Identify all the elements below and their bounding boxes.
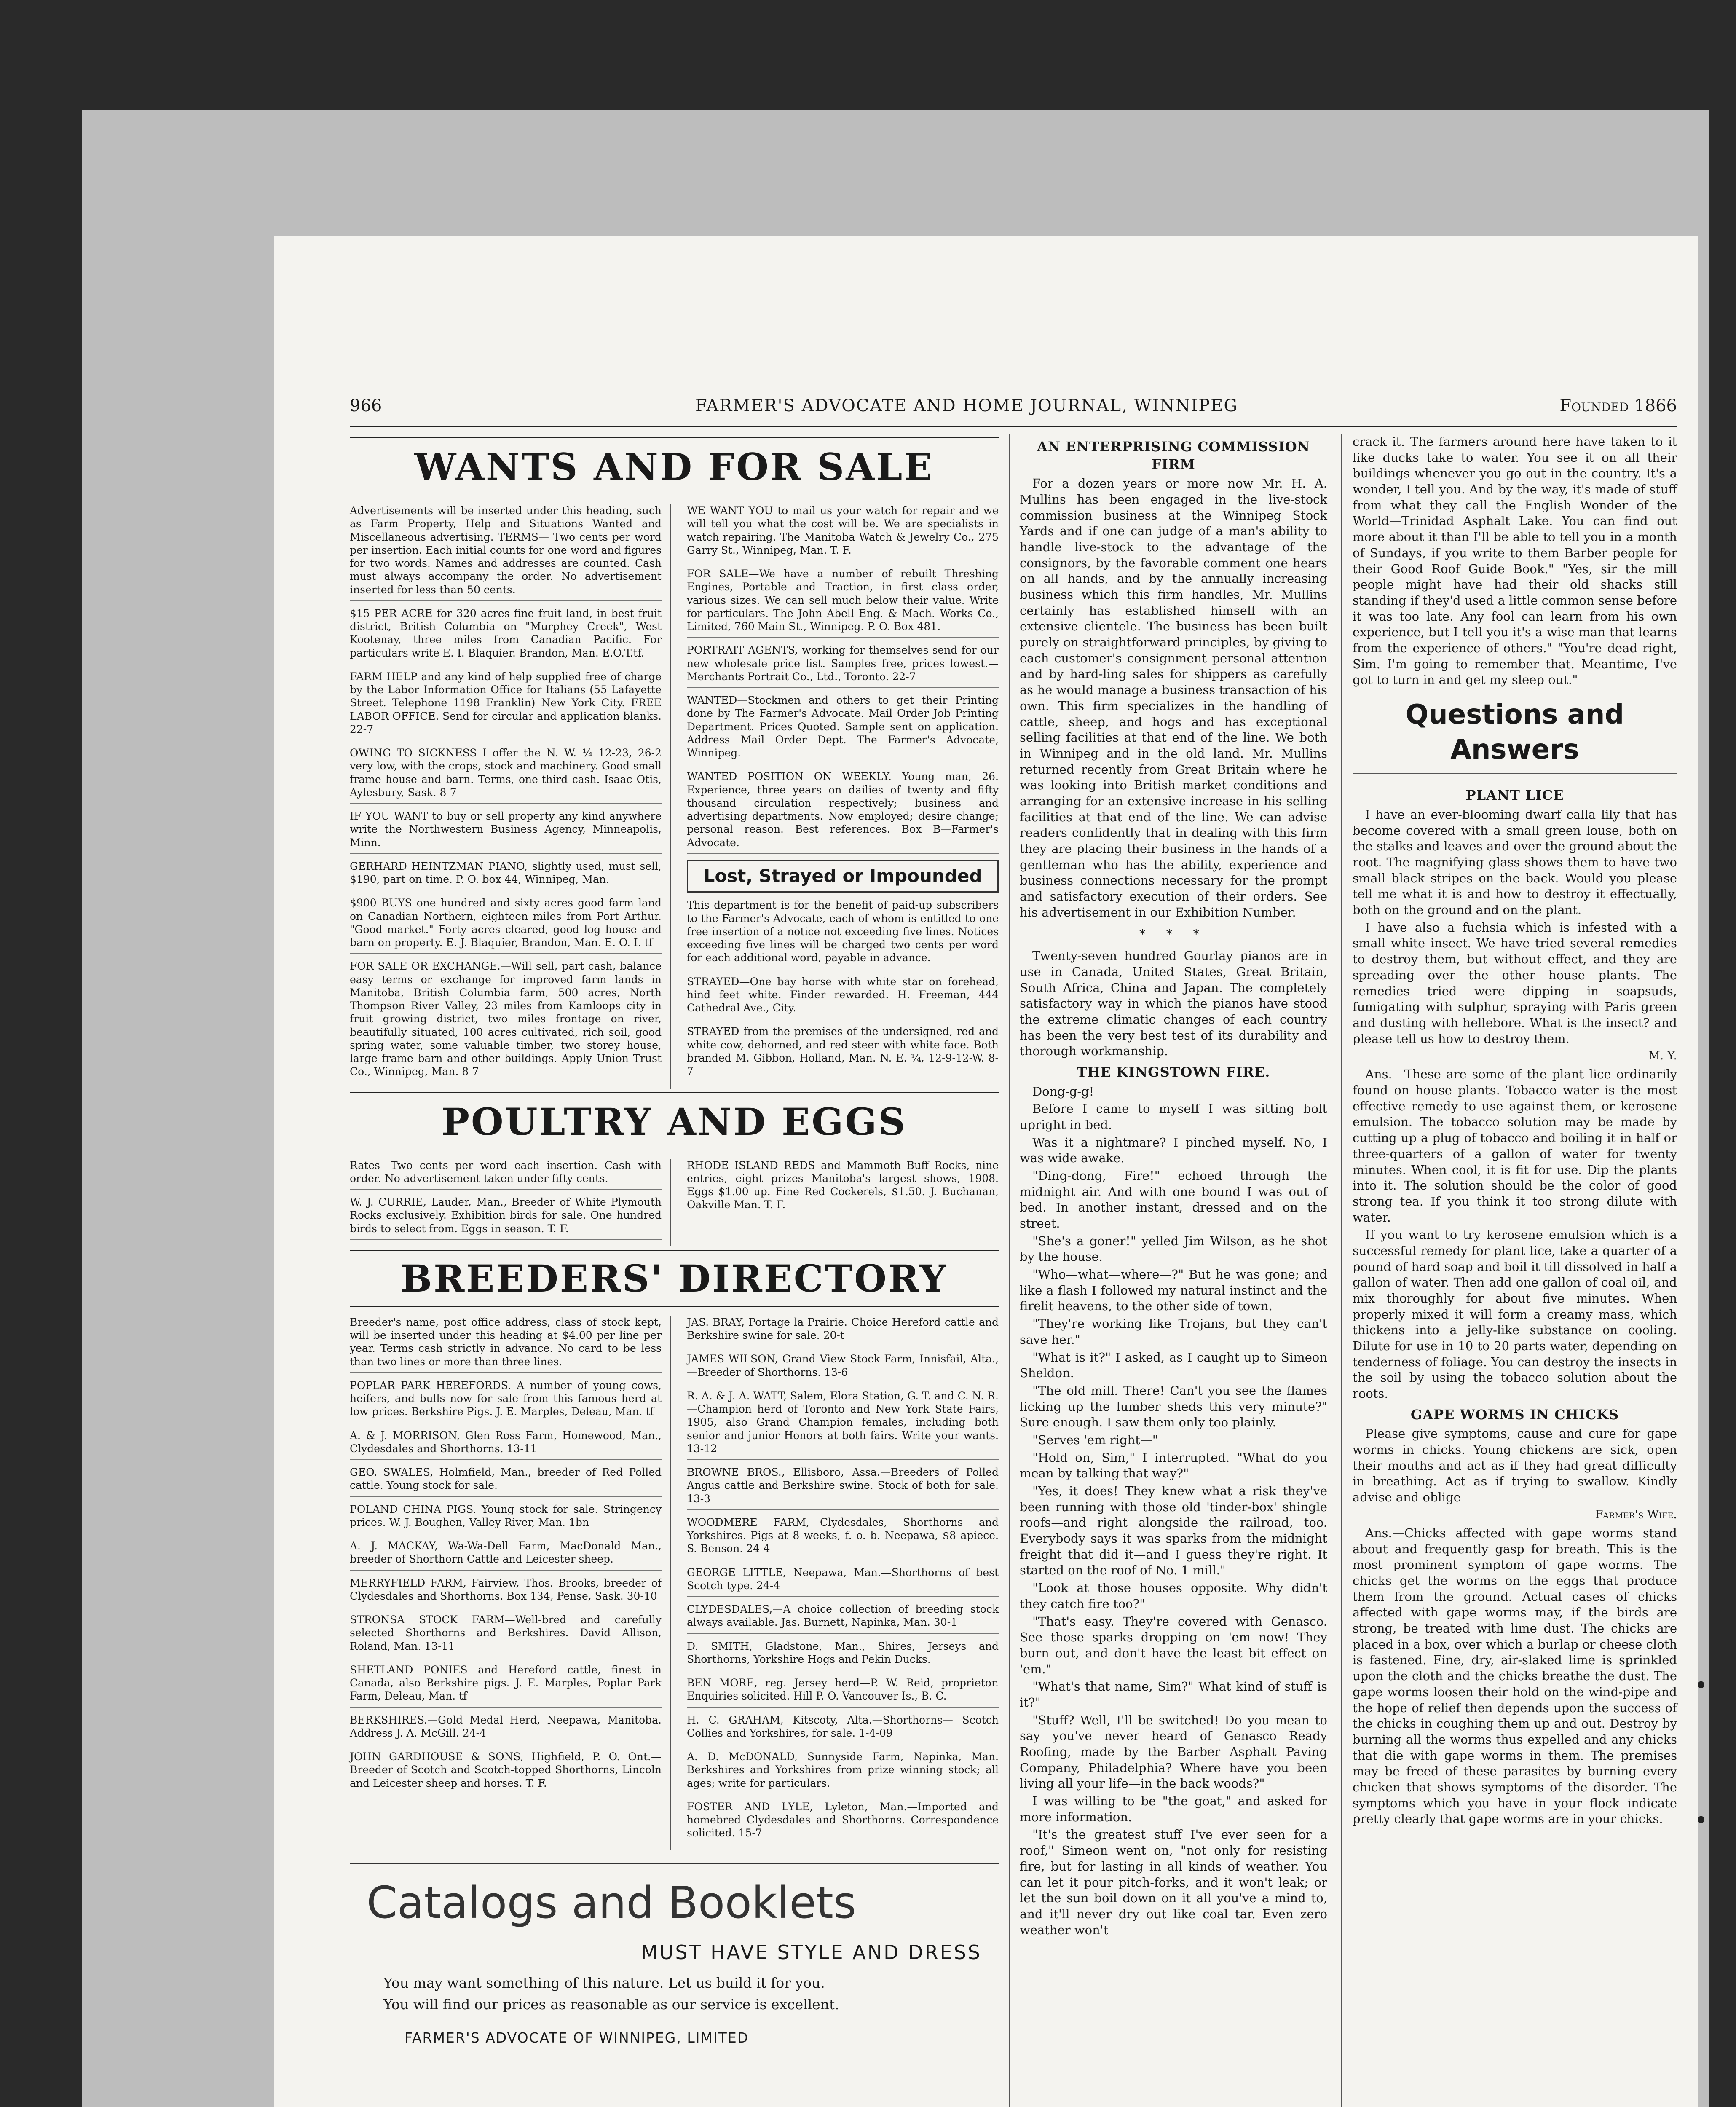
- answer-text: If you want to try kerosene emulsion which is a successful remedy for plant lice, take a quarter of a pound of hard soap and boil it till dissolved in half a gallon of water. Then add one gallon of coal oil, and mix thoroughly for about five minutes. When properly mixed it will form a creamy mass, which thickens into a jelly-like substance on cooling. Dilute for use in 10 to 20 parts water, depending on tenderness of foliage. You can destroy the insects in the soil by using the tobacco solution about the roots.: [1353, 1228, 1677, 1401]
- article-paragraph: Was it a nightmare? I pinched myself. No, I was wide awake.: [1020, 1135, 1327, 1166]
- article-paragraph: "Hold on, Sim," I interrupted. "What do you mean by talking that way?": [1020, 1450, 1327, 1481]
- ad-item: A. J. MACKAY, Wa-Wa-Dell Farm, MacDonald Man., breeder of Shorthorn Cattle and Leicester sheep.: [350, 1539, 662, 1571]
- ad-item: BROWNE BROS., Ellisboro, Assa.—Breeders of Polled Angus cattle and Berkshire swine. Stock of both for sale. 13-3: [687, 1466, 999, 1510]
- catalog-footer: FARMER'S ADVOCATE OF WINNIPEG, LIMITED: [405, 2029, 749, 2046]
- ad-item: BEN MORE, reg. Jersey herd—P. W. Reid, proprietor. Enquiries solicited. Hill P. O. Vancouver Is., B. C.: [687, 1676, 999, 1708]
- ad-item: WANTED POSITION ON WEEKLY.—Young man, 26. Experience, three years on dailies of twenty and fifty thousand circulation respectively; business and advertising departments. Now employed; desire change; personal reason. Best references. Box B—Farmer's Advocate.: [687, 770, 999, 854]
- article-paragraph: "Who—what—where—?" But he was gone; and like a flash I followed my natural instinct and the firelit heavens, to the other side of town.: [1020, 1267, 1327, 1314]
- catalog-title: Catalogs and Booklets: [367, 1876, 857, 1928]
- ad-item: SHETLAND PONIES and Hereford cattle, finest in Canada, also Berkshire pigs. J. E. Marples, Poplar Park Farm, Deleau, Man. tf: [350, 1663, 662, 1708]
- poultry-left: [350, 1159, 671, 1246]
- ad-item: $900 BUYS one hundred and sixty acres good farm land on Canadian Northern, eighteen miles from Port Arthur. "Good market." Forty acres cleared, good log house and barn on property. E. J. Blaquier, Brandon, Man. E. O. I. tf: [350, 896, 662, 954]
- breeders-banner: [350, 1249, 999, 1308]
- breeders-left: [350, 1316, 671, 1850]
- ad-item: WANTED—Stockmen and others to get their Printing done by The Farmer's Advocate. Mail Order Job Printing Department. Prices Quoted. Sample sent on application. Address Mail Order Dept. The Farmer's Advocate, Winnipeg.: [687, 694, 999, 764]
- ad-item: WE WANT YOU to mail us your watch for repair and we will tell you what the cost will be. We are specialists in watch repairing. The Manitoba Watch & Jewelry Co., 275 Garry St., Winnipeg, Man. T. F.: [687, 504, 999, 561]
- ad-item: BERKSHIRES.—Gold Medal Herd, Neepawa, Manitoba. Address J. A. McGill. 24-4: [350, 1713, 662, 1745]
- answer-text: Ans.—Chicks affected with gape worms stand about and frequently gasp for breath. This is the most prominent symptom of gape worms. The chicks get the worms on the eggs that produce them from the ground. Actual cases of chicks affected with gape worms may, if the birds are strong, be treated with lime dust. The chicks are placed in a box, over which a burlap or cheese cloth is fastened. Fine, dry, air-slaked lime is sprinkled upon the cloth and the chicks breathe the dust. The gape worms loosen their hold on the wind-pipe and the hope of relief then depends upon the success of the chicks in coughing them up and out. Destroy by burning all the worms thus expelled and any chicks that die with gape worms in them. The premises may be freed of these parasites by burning every chicken that shows symptoms of the disorder. The symptoms which you have in your flock indicate pretty clearly that gape worms are in your chicks.: [1353, 1525, 1677, 1826]
- margin-mark: [1698, 1816, 1704, 1823]
- article-paragraph: "Serves 'em right—": [1032, 1432, 1158, 1447]
- ad-item: FOR SALE OR EXCHANGE.—Will sell, part cash, balance easy terms or exchange for improved farm lands in Manitoba, British Columbia farm, 500 acres, North Thompson River Valley, 23 miles from Kamloops city in fruit growing district, two miles frontage on river, beautifully situated, 100 acres cultivated, rich soil, good spring water, some valuable timber, two storey house, large frame barn and other buildings. Apply Union Trust Co., Winnipeg, Man. 8-7: [350, 960, 662, 1083]
- ad-item: W. J. CURRIE, Lauder, Man., Breeder of White Plymouth Rocks exclusively. Exhibition birds for sale. One hundred birds to select from. Eggs in season. T. F.: [350, 1196, 662, 1240]
- article-paragraph: "The old mill. There! Can't you see the flames licking up the lumber sheds this very minute?" Sure enough. I saw them only too plainly.: [1020, 1383, 1327, 1430]
- section-stars: * * *: [1139, 927, 1208, 941]
- ad-item: This department is for the benefit of paid-up subscribers to the Farmer's Advocate, each of whom is entitled to one free insertion of a notice not exceeding five lines. Notices exceeding five lines will be charged two cents per word for each additional word, payable in advance.: [687, 898, 999, 969]
- ad-item: D. SMITH, Gladstone, Man., Shires, Jerseys and Shorthorns, Yorkshire Hogs and Pekin Ducks.: [687, 1640, 999, 1671]
- ad-item: GERHARD HEINTZMAN PIANO, slightly used, must sell, $190, part on time. P. O. box 44, Winnipeg, Man.: [350, 860, 662, 891]
- wants-section: [350, 504, 999, 1089]
- catalog-line: You will find our prices as reasonable as our service is excellent.: [383, 1996, 839, 2013]
- wants-title: WANTS AND FOR SALE: [414, 445, 934, 489]
- wants-right: [687, 504, 999, 1089]
- poultry-banner: [350, 1092, 999, 1151]
- ad-item: STRAYED—One bay horse with white star on forehead, hind feet white. Finder rewarded. H. Freeman, 444 Cathedral Ave., City.: [687, 975, 999, 1019]
- ad-item: H. C. GRAHAM, Kitscoty, Alta.—Shorthorns— Scotch Collies and Yorkshires, for sale. 1-4-09: [687, 1713, 999, 1745]
- article-paragraph: "It's the greatest stuff I've ever seen for a roof," Simeon went on, "not only for resisting fire, but for lasting in all kinds of weather. You can let it pour pitch-forks, and it won't leak; or let the sun boil down on it all you've a mind to, and it'll never dry out like coal tar. Even zero weather won't: [1020, 1827, 1327, 1937]
- ad-item: IF YOU WANT to buy or sell property any kind anywhere write the Northwestern Business Agency, Minneapolis, Minn.: [350, 810, 662, 854]
- middle-column: [1020, 434, 1327, 2107]
- article-paragraph: "She's a goner!" yelled Jim Wilson, as he shot by the house.: [1020, 1233, 1327, 1264]
- kingstown-fire-continued: [1353, 434, 1677, 688]
- ad-item: STRAYED from the premises of the undersigned, red and white cow, dehorned, and red steer with white face. Both branded M. Gibbon, Holland, Man. N. E. ¼, 12-9-12-W. 8-7: [687, 1025, 999, 1082]
- question-text: I have an ever-blooming dwarf calla lily that has become covered with a small green louse, both on the stalks and leaves and over the ground about the root. The magnifying glass shows them to have two small black stripes on the back. Would you please tell me what it is and how to destroy it effectually, both on the ground and on the plant.: [1353, 807, 1677, 917]
- gape-worms-section: [1353, 1406, 1677, 1827]
- question-text: Please give symptoms, cause and cure for gape worms in chicks. Young chickens are sick, open their mouths and act as if they had great difficulty in breathing. Act as if trying to swallow. Kindly advise and oblige: [1353, 1426, 1677, 1505]
- plant-lice-section: [1353, 787, 1677, 1402]
- ad-item: RHODE ISLAND REDS and Mammoth Buff Rocks, nine entries, eight prizes Manitoba's largest shows, 1908. Eggs $1.00 up. Fine Red Cockerels, $1.50. J. Buchanan, Oakville Man. T. F.: [687, 1159, 999, 1216]
- kingstown-fire-article: [1020, 1064, 1327, 1938]
- ad-item: WOODMERE FARM,—Clydesdales, Shorthorns and Yorkshires. Pigs at 8 weeks, f. o. b. Neepawa, $8 apiece. S. Benson. 24-4: [687, 1516, 999, 1560]
- ad-item: FOR SALE—We have a number of rebuilt Threshing Engines, Portable and Traction, in first class order, various sizes. We can sell much below their value. Write for particulars. The John Abell Eng. & Mach. Works Co., Limited, 760 Main St., Winnipeg. P. O. Box 481.: [687, 567, 999, 638]
- ad-item: JOHN GARDHOUSE & SONS, Highfield, P. O. Ont.—Breeder of Scotch and Scotch-topped Shorthorns, Lincoln and Leicester sheep and horses. T. F.: [350, 1750, 662, 1794]
- questions-answers-title: Questions and Answers: [1353, 697, 1677, 774]
- ad-item: MERRYFIELD FARM, Fairview, Thos. Brooks, breeder of Clydesdales and Shorthorns. Box 134, Pense, Sask. 30-10: [350, 1576, 662, 1608]
- article-paragraph: "Yes, it does! They knew what a risk they've been running with those old 'tinder-box' shingle roofs—and right alongside the railroad, too. Everybody says it was sparks from the midnight freight that did it—and I guess they're right. It started on the roof of No. 1 mill.": [1020, 1484, 1327, 1578]
- question-text: I have also a fuchsia which is infested with a small white insect. We have tried several remedies to destroy them, but without effect, and they are spreading over the other house plants. The remedies tried were dipping in soapsuds, fumigating with sulphur, spraying with Paris green and dusting with hellebore. What is the insect? and please tell us how to destroy them.: [1353, 920, 1677, 1046]
- header-rule: [350, 426, 1677, 427]
- ad-item: STRONSA STOCK FARM—Well-bred and carefully selected Shorthorns and Berkshires. David Allison, Roland, Man. 13-11: [350, 1613, 662, 1657]
- ad-item: OWING TO SICKNESS I offer the N. W. ¼ 12-23, 26-2 very low, with the crops, stock and machinery. Good small frame house and barn. Terms, one-third cash. Isaac Otis, Aylesbury, Sask. 8-7: [350, 746, 662, 804]
- article-paragraph: "Ding-dong, Fire!" echoed through the midnight air. And with one bound I was out of bed. In another instant, dressed and on the street.: [1020, 1168, 1327, 1231]
- right-column: [1353, 434, 1677, 2107]
- ad-item: GEO. SWALES, Holmfield, Man., breeder of Red Polled cattle. Young stock for sale.: [350, 1466, 662, 1497]
- article-paragraph: "Stuff? Well, I'll be switched! Do you mean to say you've never heard of Genasco Ready Roofing, made by the Barber Asphalt Paving Company, Philadelphia? Where have you been living all your life—in the back woods?": [1020, 1713, 1327, 1791]
- article-paragraph: "What is it?" I asked, as I caught up to Simeon Sheldon.: [1020, 1350, 1327, 1381]
- poultry-right: [687, 1159, 999, 1246]
- ad-item: Rates—Two cents per word each insertion. Cash with order. No advertisement taken under fifty cents.: [350, 1159, 662, 1190]
- ad-item: A. & J. MORRISON, Glen Ross Farm, Homewood, Man., Clydesdales and Shorthorns. 13-11: [350, 1429, 662, 1460]
- ad-item: FOSTER AND LYLE, Lyleton, Man.—Imported and homebred Clydesdales and Shorthorns. Correspondence solicited. 15-7: [687, 1800, 999, 1844]
- ad-item: R. A. & J. A. WATT, Salem, Elora Station, G. T. and C. N. R.—Champion herd of Toronto and New York State Fairs, 1905, also Grand Champion females, including both senior and junior Honors at both fairs. Write your wants. 13-12: [687, 1389, 999, 1460]
- lost-strayed-title: Lost, Strayed or Impounded: [687, 860, 999, 893]
- ad-item: POLAND CHINA PIGS. Young stock for sale. Stringency prices. W. J. Boughen, Valley River, Man. 1bn: [350, 1503, 662, 1534]
- catalog-line: You may want something of this nature. Let us build it for you.: [383, 1974, 825, 1991]
- ad-item: JAS. BRAY, Portage la Prairie. Choice Hereford cattle and Berkshire swine for sale. 20-t: [687, 1316, 999, 1347]
- running-head: [350, 396, 1677, 421]
- poultry-section: [350, 1159, 999, 1246]
- ad-item: FARM HELP and any kind of help supplied free of charge by the Labor Information Office for Italians (55 Lafayette Street. Telephone 1198 Franklin) New York City. FREE LABOR OFFICE. Send for circular and application blanks. 22-7: [350, 670, 662, 740]
- signature: M. Y.: [1648, 1049, 1677, 1063]
- poultry-title: POULTRY AND EGGS: [441, 1099, 907, 1144]
- ad-item: GEORGE LITTLE, Neepawa, Man.—Shorthorns of best Scotch type. 24-4: [687, 1566, 999, 1597]
- ad-item: $15 PER ACRE for 320 acres fine fruit land, in best fruit district, British Columbia on "Murphey Creek", West Kootenay, three miles from Canadian Pacific. For particulars write E. I. Blaquier. Brandon, Man. E.O.T.tf.: [350, 607, 662, 664]
- signature: Farmer's Wife.: [1595, 1508, 1677, 1521]
- article-paragraph: "Look at those houses opposite. Why didn't they catch fire too?": [1020, 1581, 1327, 1611]
- article-title: AN ENTERPRISING COMMISSION FIRM: [1037, 439, 1310, 472]
- breeders-right: [687, 1316, 999, 1850]
- article-paragraph: For a dozen years or more now Mr. H. A. Mullins has been engaged in the live-stock commission business at the Winnipeg Stock Yards and if one can judge of a man's ability to handle live-stock to the advantage of the consignors, by the favorable comment one hears on all hands, and by the annually increasing business which this firm handles, Mr. Mullins certainly has established himself with an extensive clientele. The business has been built purely on straightforward principles, by giving to each customer's consignment personal attention and by hard-ling sales for shippers as carefully as he would manage a business transaction of his own. This firm specializes in the handling of cattle, sheep, and hogs and has exceptional selling facilities at that end of the line. We both in Winnipeg and in the old land. Mr. Mullins returned recently from Great Britain where he was looking into British market conditions and arranging for an extensive increase in his selling facilities at that end of the line. We can advise readers confidently that in dealing with this firm they are placing their business in the hands of a gentleman who has the ability, experience and business connections necessary for the prompt and satisfactory execution of their orders. See his advertisement in our Exhibition Number.: [1020, 476, 1327, 919]
- margin-mark: [1698, 1681, 1704, 1688]
- article-paragraph: Twenty-seven hundred Gourlay pianos are in use in Canada, United States, Great Britain, South Africa, China and Japan. The completely satisfactory way in which the pianos have stood the extreme climatic changes of each country has been the very best test of its durability and thorough workmanship.: [1020, 949, 1327, 1059]
- newspaper-page: [274, 236, 1698, 2107]
- ad-item: POPLAR PARK HEREFORDS. A number of young cows, heifers, and bulls now for sale from this famous herd at low prices. Berkshire Pigs. J. E. Marples, Deleau, Man. tf: [350, 1379, 662, 1423]
- founded-note: Founded 1866: [1559, 396, 1677, 416]
- wants-left: [350, 504, 671, 1089]
- ad-item: Breeder's name, post office address, class of stock kept, will be inserted under this heading at $4.00 per line per year. Terms cash strictly in advance. No card to be less than two lines or more than three lines.: [350, 1316, 662, 1373]
- article-paragraph: "What's that name, Sim?" What kind of stuff is it?": [1020, 1679, 1327, 1710]
- answer-text: Ans.—These are some of the plant lice ordinarily found on house plants. Tobacco water is the most effective remedy to use against them, or kerosene emulsion. The tobacco solution may be made by cutting up a plug of tobacco and boiling it in half or three-quarters of a gallon of water for twenty minutes. When cool, it is fit for use. Dip the plants into it. The solution should be the color of good strong tea. If you think it too strong dilute with water.: [1353, 1067, 1677, 1225]
- ad-item: A. D. McDONALD, Sunnyside Farm, Napinka, Man. Berkshires and Yorkshires from prize winning stock; all ages; write for particulars.: [687, 1750, 999, 1794]
- article-paragraph: Before I came to myself I was sitting bolt upright in bed.: [1020, 1102, 1327, 1132]
- ad-item: CLYDESDALES,—A choice collection of breeding stock always available. Jas. Burnett, Napinka, Man. 30-1: [687, 1603, 999, 1634]
- article-paragraph: crack it. The farmers around here have taken to it like ducks take to water. You see it on all their buildings whenever you go out in the country. It's a wonder, I tell you. And by the way, it's made of stuff from what they call the English Wonder of the World—Trinidad Asphalt Lake. You can find out more about it than I'll be able to tell you in a month of Sundays, if you write to them Barber people for their Good Roof Guide Book." "Yes, sir the mill people might have had their old shacks still standing if they'd used a little common sense before it was too late. Any fool can learn from his own experience, but I tell you it's a wise man that learns from the experience of others." "You're dead right, Sim. I'm going to remember that. Meantime, I've got to turn in and get my sleep out.": [1353, 434, 1677, 687]
- article-title: THE KINGSTOWN FIRE.: [1077, 1064, 1270, 1080]
- ad-item: Advertisements will be inserted under this heading, such as Farm Property, Help and Situations Wanted and Miscellaneous advertising. TERMS— Two cents per word per insertion. Each initial counts for one word and figures for two words. Names and addresses are counted. Cash must always accompany the order. No advertisement inserted for less than 50 cents.: [350, 504, 662, 601]
- page-number: 966: [350, 396, 382, 416]
- section-title: PLANT LICE: [1465, 787, 1564, 804]
- catalog-ad: [350, 1863, 999, 2107]
- breeders-section: [350, 1316, 999, 1850]
- commission-firm-article: [1020, 438, 1327, 1059]
- catalog-subtitle: MUST HAVE STYLE AND DRESS: [640, 1941, 982, 1964]
- wants-banner: [350, 437, 999, 496]
- ads-column: [350, 434, 999, 2107]
- article-paragraph: I was willing to be "the goat," and asked for more information.: [1020, 1794, 1327, 1824]
- article-paragraph: Dong-g-g!: [1032, 1084, 1094, 1099]
- breeders-title: BREEDERS' DIRECTORY: [400, 1256, 948, 1300]
- article-paragraph: "They're working like Trojans, but they can't save her.": [1020, 1316, 1327, 1347]
- ad-item: JAMES WILSON, Grand View Stock Farm, Innisfail, Alta.,—Breeder of Shorthorns. 13-6: [687, 1352, 999, 1383]
- journal-title: FARMER'S ADVOCATE AND HOME JOURNAL, WINNIPEG: [695, 396, 1238, 416]
- article-paragraph: "That's easy. They're covered with Genasco. See those sparks dropping on 'em now! They burn out, and don't have the least bit effect on 'em.": [1020, 1614, 1327, 1676]
- section-title: GAPE WORMS IN CHICKS: [1410, 1406, 1619, 1423]
- ad-item: PORTRAIT AGENTS, working for themselves send for our new wholesale price list. Samples free, prices lowest.—Merchants Portrait Co., Ltd., Toronto. 22-7: [687, 643, 999, 688]
